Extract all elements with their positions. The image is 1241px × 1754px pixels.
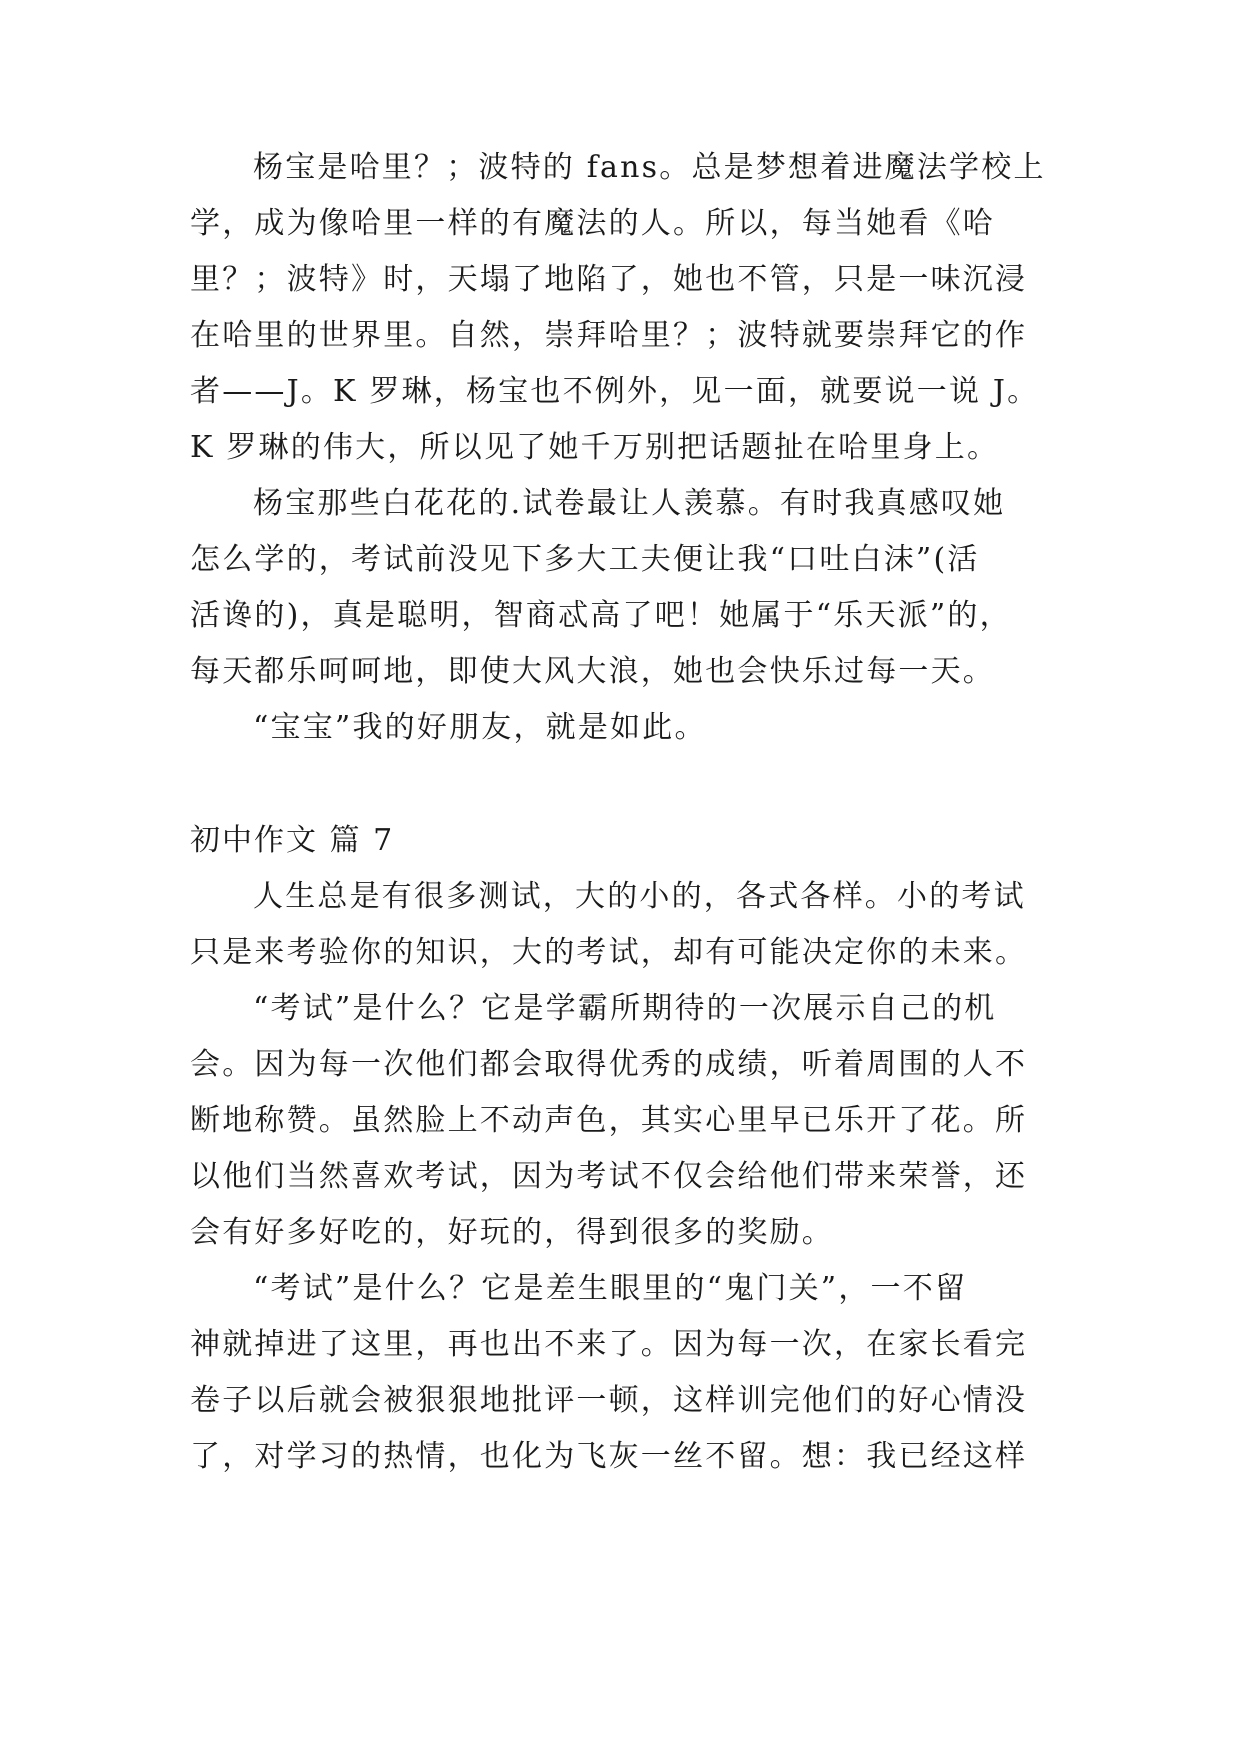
text-line: 里？；波特》时，天塌了地陷了，她也不管，只是一味沉浸	[190, 262, 1028, 297]
text-line: 断地称赞。虽然脸上不动声色，其实心里早已乐开了花。所	[190, 1103, 1028, 1138]
text-line: 会。因为每一次他们都会取得优秀的成绩，听着周围的人不	[190, 1047, 1028, 1082]
text-line: 卷子以后就会被狠狠地批评一顿，这样训完他们的好心情没	[190, 1383, 1028, 1418]
text-line: 怎么学的，考试前没见下多大工夫便让我“口吐白沫”(活	[190, 542, 980, 577]
text-line: “考试”是什么？它是学霸所期待的一次展示自己的机	[253, 991, 997, 1026]
text-line: 神就掉进了这里，再也出不来了。因为每一次，在家长看完	[190, 1327, 1028, 1362]
text-line: 人生总是有很多测试，大的小的，各式各样。小的考试	[253, 879, 1026, 914]
text-line: 杨宝那些白花花的.试卷最让人羡慕。有时我真感叹她	[253, 486, 1006, 521]
text-line: 只是来考验你的知识，大的考试，却有可能决定你的未来。	[190, 935, 1028, 970]
text-line: 会有好多好吃的，好玩的，得到很多的奖励。	[190, 1215, 834, 1250]
text-line: 每天都乐呵呵地，即使大风大浪，她也会快乐过每一天。	[190, 654, 995, 689]
text-line: K 罗琳的伟大，所以见了她千万别把话题扯在哈里身上。	[190, 430, 1000, 465]
text-line: 学，成为像哈里一样的有魔法的人。所以，每当她看《哈	[190, 206, 995, 241]
text-line: 在哈里的世界里。自然，崇拜哈里？；波特就要崇拜它的作	[190, 318, 1028, 353]
text-line: 者——J。K 罗琳，杨宝也不例外，见一面，就要说一说 J。	[190, 374, 1040, 409]
text-line: 杨宝是哈里？；波特的 fans。总是梦想着进魔法学校上	[253, 150, 1046, 185]
text-line: “宝宝”我的好朋友，就是如此。	[253, 710, 707, 745]
text-line: 了，对学习的热情，也化为飞灰一丝不留。想：我已经这样	[190, 1439, 1028, 1474]
text-line: “考试”是什么？它是差生眼里的“鬼门关”，一不留	[253, 1271, 968, 1306]
section-heading: 初中作文 篇 7	[190, 823, 395, 858]
text-line: 以他们当然喜欢考试，因为考试不仅会给他们带来荣誉，还	[190, 1159, 1028, 1194]
text-line: 活谗的)，真是聪明，智商忒高了吧！她属于“乐天派”的，	[190, 598, 1012, 633]
